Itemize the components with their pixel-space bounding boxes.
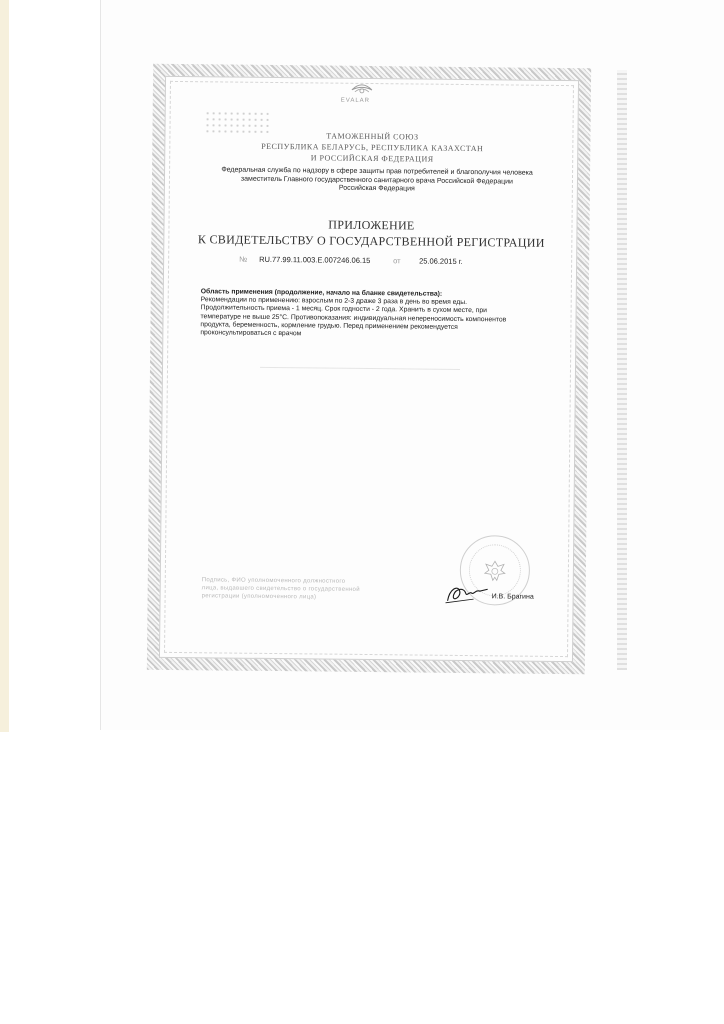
registration-number: RU.77.99.11.003.E.007246.06.15 <box>259 254 371 265</box>
appendix-subtitle: К СВИДЕТЕЛЬСТВУ О ГОСУДАРСТВЕННОЙ РЕГИСТРАЦИИ <box>197 232 545 250</box>
scope-line-4: продукта, беременность, кормление грудью. Перед применением рекомендуется <box>200 321 458 331</box>
scope-line-5: проконсультироваться с врачом <box>200 329 302 338</box>
issuing-authority <box>182 166 572 196</box>
scope-of-application <box>200 288 540 341</box>
certificate-content <box>157 70 583 664</box>
appendix-title: ПРИЛОЖЕНИЕ <box>328 217 415 233</box>
union-line-1: ТАМОЖЕННЫЙ СОЮЗ <box>326 131 419 142</box>
scope-line-3: температуре не выше 25°С. Противопоказания: индивидуальная непереносимость компонентов <box>200 312 507 324</box>
union-line-2: РЕСПУБЛИКА БЕЛАРУСЬ, РЕСПУБЛИКА КАЗАХСТАН <box>261 141 484 154</box>
signature-caption-line-3: регистрации (уполномоченного лица) <box>201 593 317 601</box>
number-label: № <box>239 254 248 264</box>
union-line-3: И РОССИЙСКАЯ ФЕДЕРАЦИЯ <box>310 153 434 164</box>
signer-name: И.В. Брагина <box>491 593 534 601</box>
brand-name: EVALAR <box>340 97 371 104</box>
authority-line-1: Федеральная служба по надзору в сфере защиты прав потребителей и благополучия человека <box>221 166 533 177</box>
signature-caption-line-2: лица, выдавшего свидетельство о государственной <box>201 585 360 593</box>
brand-logo-icon <box>349 82 375 98</box>
scan-edge-strip <box>0 0 9 732</box>
authority-line-3: Российская Федерация <box>338 184 415 193</box>
bleed-through-border <box>617 70 627 670</box>
scope-line-2: Продолжительность приема - 1 месяц. Срок годности - 2 года. Хранить в сухом месте, при <box>200 304 487 315</box>
authority-line-2: заместитель Главного государственного санитарного врача Российской Федерации <box>240 175 514 185</box>
scope-heading: Область применения (продолжение, начало на бланке свидетельства): <box>200 288 443 298</box>
registration-date: 25.06.2015 г. <box>419 256 463 266</box>
signature-caption <box>202 576 422 602</box>
scope-line-1: Рекомендации по применению: взрослым по 2-3 драже 3 раза в день во время еды. <box>200 296 468 307</box>
signature-caption-line-1: Подпись, ФИО уполномоченного должностного <box>201 577 346 585</box>
date-label: от <box>393 256 401 266</box>
faint-rule <box>260 367 460 370</box>
